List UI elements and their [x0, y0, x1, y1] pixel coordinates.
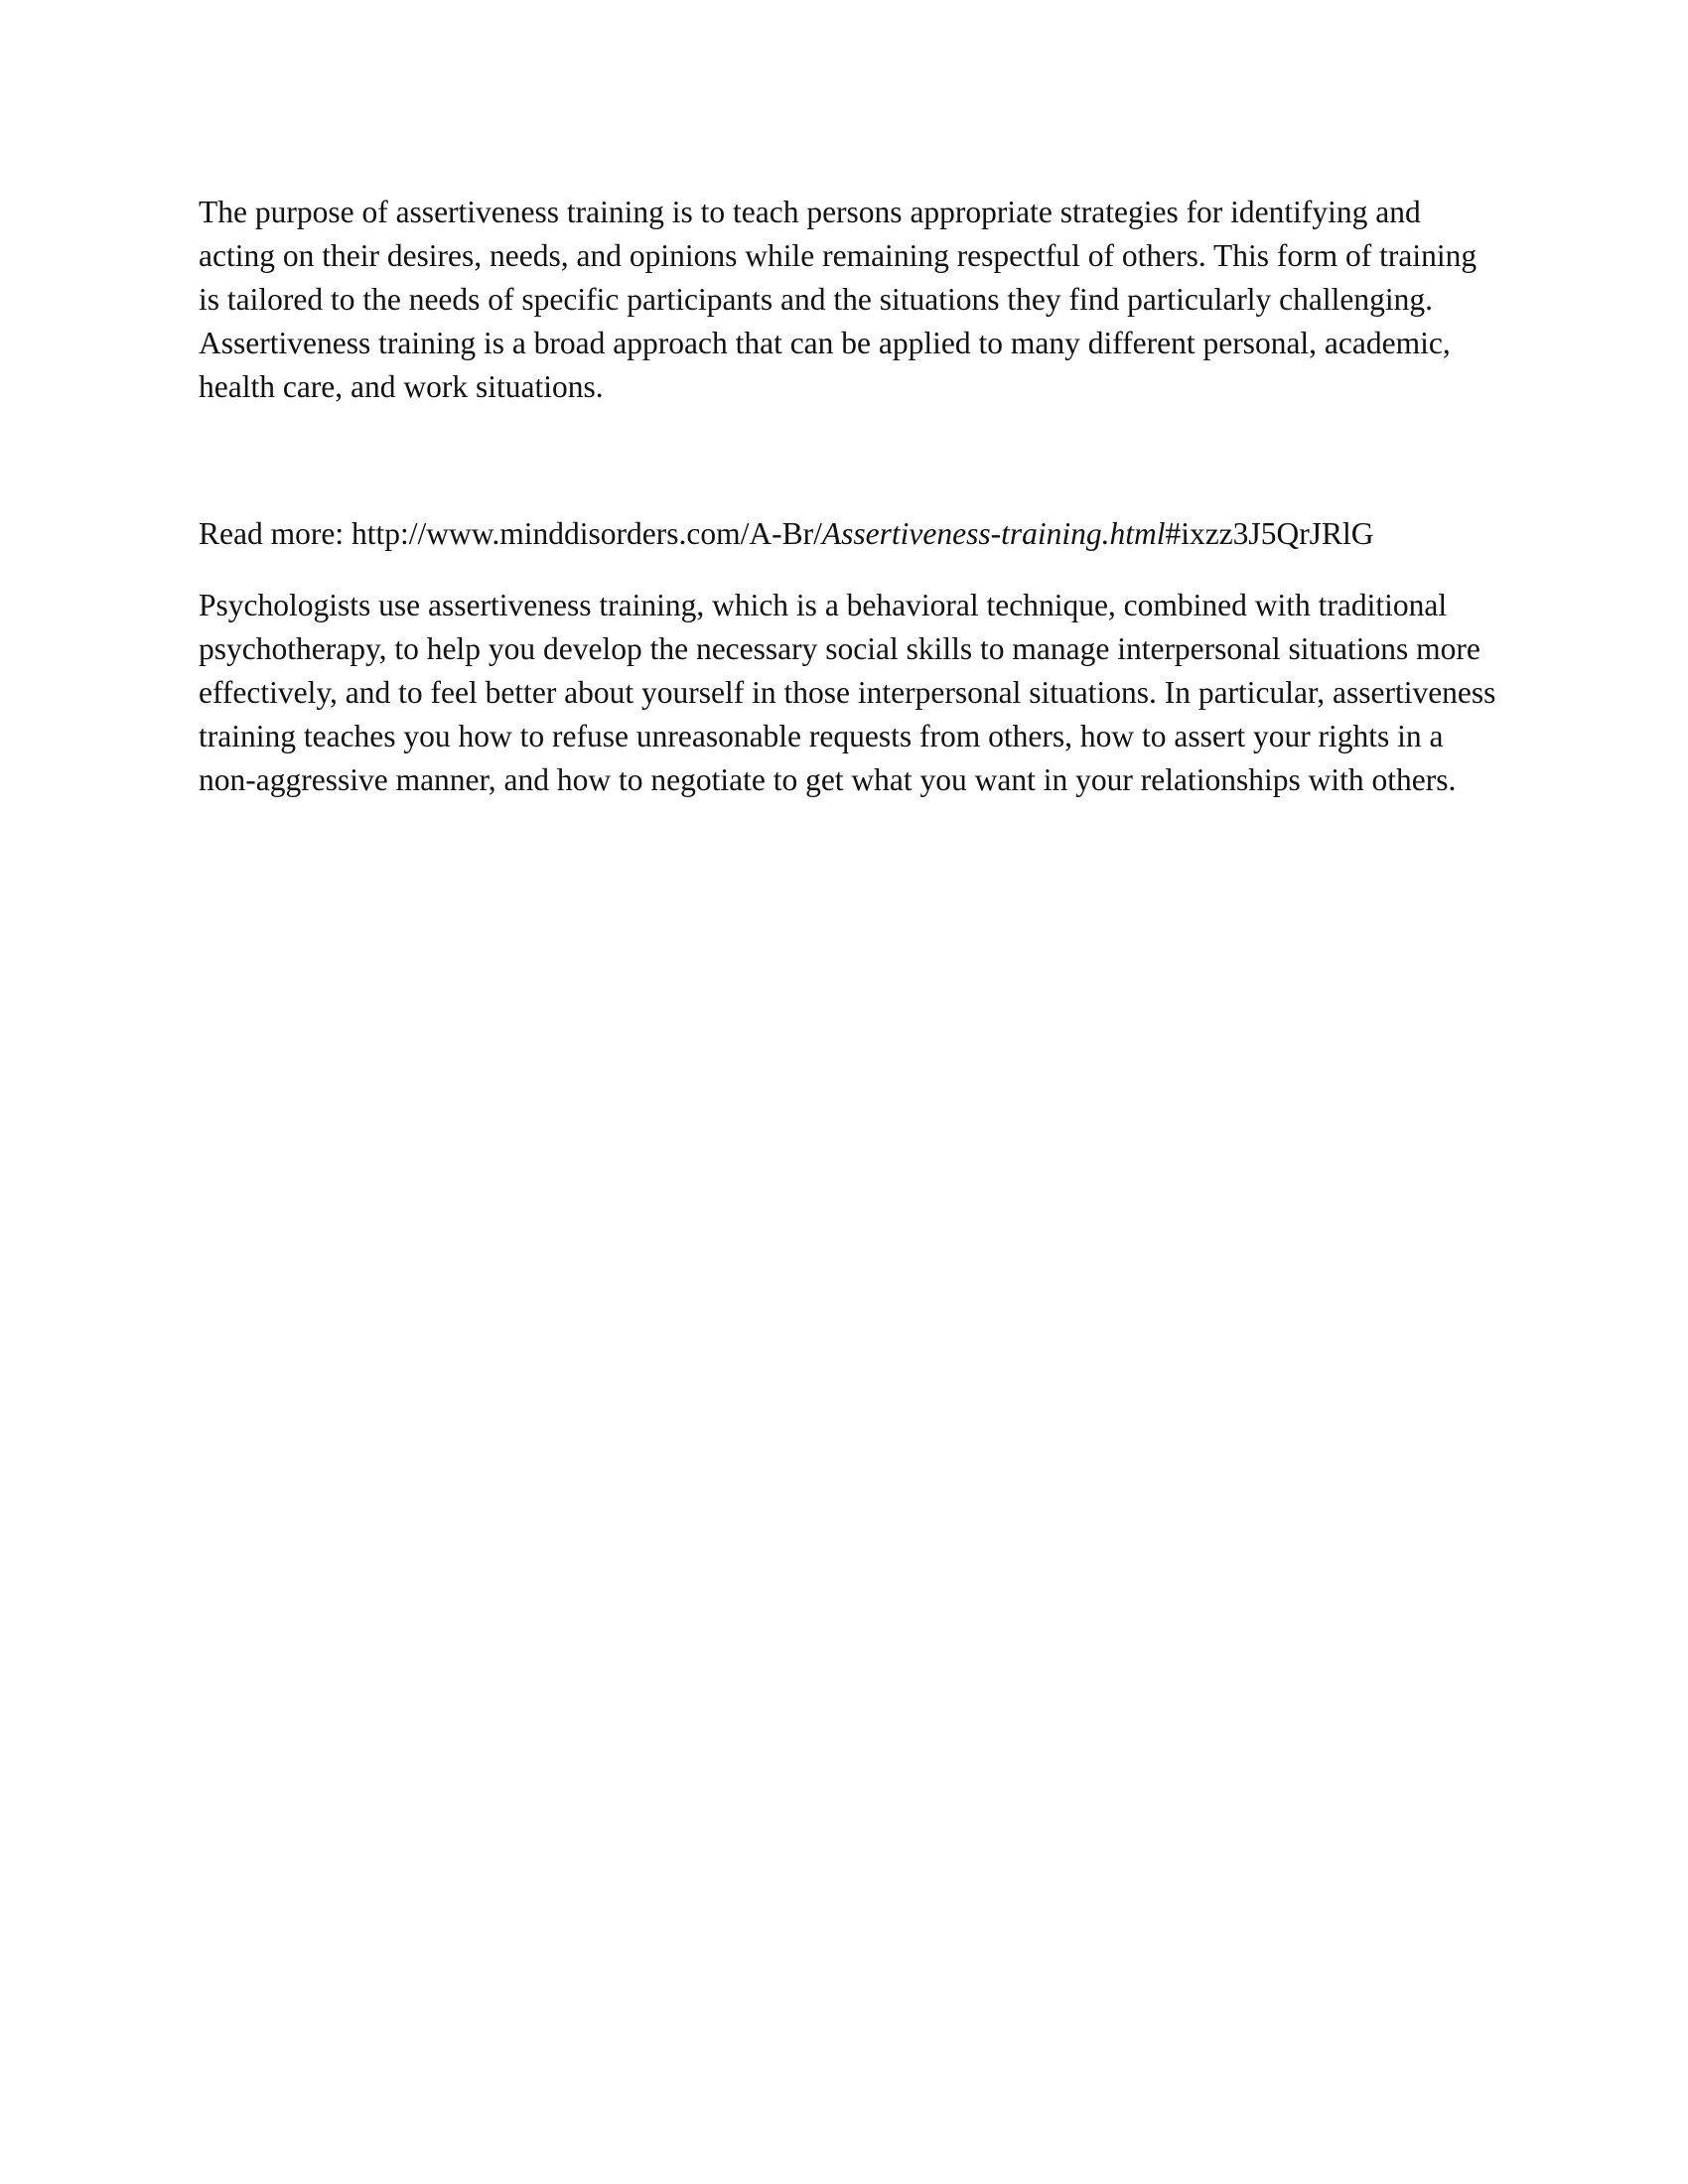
paragraph-assertiveness-purpose: The purpose of assertiveness training is to teach persons appropriate strategies for identifying and acting on their desires, needs, and opinions while remaining respectful of others. This form of training is tailored to the needs of specific participants and the situations they find particularly challenging. Assertiveness training is a broad approach that can be applied to many different personal, academic, health care, and work situations. [199, 195, 1477, 404]
read-more-line [199, 512, 1499, 556]
read-more-prefix: Read more: http://www.minddisorders.com/A-Br/ [199, 516, 822, 551]
read-more-italic-filename: Assertiveness-training.html [821, 516, 1166, 551]
paragraph-psychologists-use: Psychologists use assertiveness training, which is a behavioral technique, combined with traditional psychotherapy, to help you develop the necessary social skills to manage interpersonal situations more effectively, and to feel better about yourself in those interpersonal situations. In particular, assertiveness training teaches you how to refuse unreasonable requests from others, how to assert your rights in a non-aggressive manner, and how to negotiate to get what you want in your relationships with others. [199, 588, 1496, 797]
document-body [199, 191, 1499, 802]
read-more-suffix: #ixzz3J5QrJRlG [1165, 516, 1374, 551]
